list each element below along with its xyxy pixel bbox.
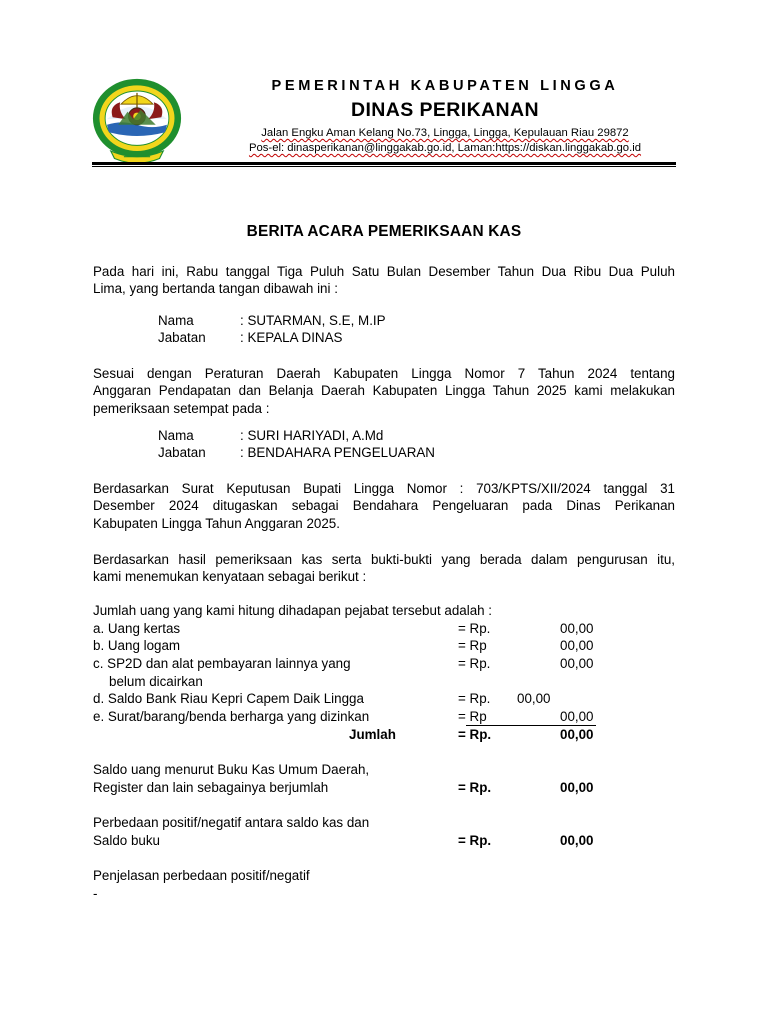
- cash-item-label: d. Saldo Bank Riau Kepri Capem Daik Lingga: [93, 691, 364, 706]
- regulation-line-3: pemeriksaan setempat pada :: [93, 400, 270, 416]
- regulation-paragraph: [93, 365, 675, 417]
- cash-item-row: [93, 691, 613, 709]
- cash-item-label: c. SP2D dan alat pembayaran lainnya yang: [93, 656, 351, 671]
- kabupaten-lingga-emblem-icon: [90, 76, 184, 166]
- explanation-value: -: [93, 886, 98, 901]
- examinee-position-label: Jabatan: [158, 445, 206, 460]
- letterhead: [80, 66, 692, 166]
- examiner-name-label: Nama: [158, 313, 194, 328]
- book-balance-label-1: Saldo uang menurut Buku Kas Umum Daerah,: [93, 762, 370, 777]
- agency-address: [210, 127, 680, 139]
- difference-label-2: Saldo buku: [93, 833, 161, 848]
- difference-row-2: [93, 833, 613, 851]
- difference-amount: 00,00: [560, 833, 594, 848]
- difference-currency: = Rp.: [458, 833, 492, 848]
- cash-item-label: a. Uang kertas: [93, 621, 181, 636]
- examinee-name-label: Nama: [158, 428, 194, 443]
- address-text: Jalan Engku Aman Kelang No.73, Lingga, Lingga, Kepulauan Riau 29872: [261, 127, 629, 139]
- cash-item-amount: 00,00: [517, 691, 551, 706]
- cash-item-continuation: [93, 674, 613, 692]
- cash-intro: [93, 603, 613, 621]
- examiner-name-value: : SUTARMAN, S.E, M.IP: [240, 313, 386, 328]
- agency-name: DINAS PERIKANAN: [350, 99, 539, 121]
- regulation-line-2: Anggaran Pendapatan dan Belanja Daerah Kabupaten Lingga Tahun 2025 kami melakukan: [93, 383, 675, 399]
- book-balance-amount: 00,00: [560, 780, 594, 795]
- findings-paragraph: [93, 551, 675, 586]
- book-balance-currency: = Rp.: [458, 780, 492, 795]
- letterhead-text: [210, 78, 680, 154]
- cash-item-currency: = Rp: [458, 638, 487, 653]
- letterhead-divider-thick: [92, 162, 676, 165]
- explanation-value-row: [93, 886, 613, 904]
- decree-paragraph: [93, 480, 675, 532]
- book-balance-row-1: [93, 762, 613, 780]
- decree-line-2: Desember 2024 ditugaskan sebagai Bendahara Pengeluaran pada Dinas Perikanan: [93, 498, 675, 514]
- opening-line-2: Lima, yang bertanda tangan dibawah ini :: [93, 281, 338, 297]
- opening-line-1: Pada hari ini, Rabu tanggal Tiga Puluh Satu Bulan Desember Tahun Dua Ribu Dua Puluh: [93, 264, 675, 279]
- letterhead-divider-thin: [92, 166, 676, 167]
- cash-intro-text: Jumlah uang yang kami hitung dihadapan pejabat tersebut adalah :: [93, 603, 493, 618]
- contact-text: Pos-el: dinasperikanan@linggakab.go.id, Laman:https://diskan.linggakab.go.id: [248, 142, 642, 154]
- examiner-position-row: [158, 330, 342, 348]
- cash-item-currency: = Rp.: [458, 691, 491, 706]
- examinee-name-value: : SURI HARIYADI, A.Md: [240, 428, 384, 443]
- cash-item-amount: 00,00: [560, 638, 594, 653]
- total-row: [93, 727, 613, 745]
- total-label: Jumlah: [349, 727, 396, 742]
- cash-item-currency: = Rp.: [458, 621, 491, 636]
- decree-line-3: Kabupaten Lingga Tahun Anggaran 2025.: [93, 515, 340, 531]
- total-currency: = Rp.: [458, 727, 492, 742]
- decree-line-1: Berdasarkan Surat Keputusan Bupati Lingga Nomor : 703/KPTS/XII/2024 tanggal 31: [93, 481, 675, 496]
- government-name: PEMERINTAH KABUPATEN LINGGA: [271, 78, 619, 94]
- cash-item-label: belum dicairkan: [109, 674, 203, 689]
- difference-label-1: Perbedaan positif/negatif antara saldo kas dan: [93, 815, 370, 830]
- total-amount: 00,00: [560, 727, 594, 742]
- examiner-position-label: Jabatan: [158, 330, 206, 345]
- examinee-name-row: [158, 428, 383, 446]
- cash-item-row: [93, 621, 613, 639]
- cash-item-currency: = Rp.: [458, 656, 491, 671]
- difference-row-1: [93, 815, 613, 833]
- cash-item-label: b. Uang logam: [93, 638, 181, 653]
- opening-paragraph: [93, 263, 675, 298]
- book-balance-row-2: [93, 780, 613, 798]
- sum-underline: [466, 725, 596, 726]
- findings-line-2: kami menemukan kenyataan sebagai berikut :: [93, 569, 367, 585]
- regulation-line-1: Sesuai dengan Peraturan Daerah Kabupaten Lingga Nomor 7 Tahun 2024 tentang: [93, 366, 675, 381]
- agency-contact: [210, 142, 680, 154]
- examinee-position-value: : BENDAHARA PENGELUARAN: [240, 445, 435, 460]
- cash-item-label: e. Surat/barang/benda berharga yang dizinkan: [93, 709, 370, 724]
- explanation-label: Penjelasan perbedaan positif/negatif: [93, 868, 310, 883]
- cash-item-row: [93, 656, 613, 674]
- explanation-row: [93, 868, 613, 886]
- book-balance-label-2: Register dan lain sebagainya berjumlah: [93, 780, 329, 795]
- cash-item-currency: = Rp: [458, 709, 487, 724]
- cash-item-row: [93, 638, 613, 656]
- cash-item-amount: 00,00: [560, 656, 594, 671]
- document-title: BERITA ACARA PEMERIKSAAN KAS: [246, 223, 522, 240]
- examiner-position-value: : KEPALA DINAS: [240, 330, 343, 345]
- cash-item-amount: 00,00: [560, 709, 594, 724]
- cash-item-amount: 00,00: [560, 621, 594, 636]
- findings-line-1: Berdasarkan hasil pemeriksaan kas serta bukti-bukti yang berada dalam pengurusan itu,: [93, 552, 675, 567]
- examiner-name-row: [158, 313, 386, 331]
- examinee-position-row: [158, 445, 435, 463]
